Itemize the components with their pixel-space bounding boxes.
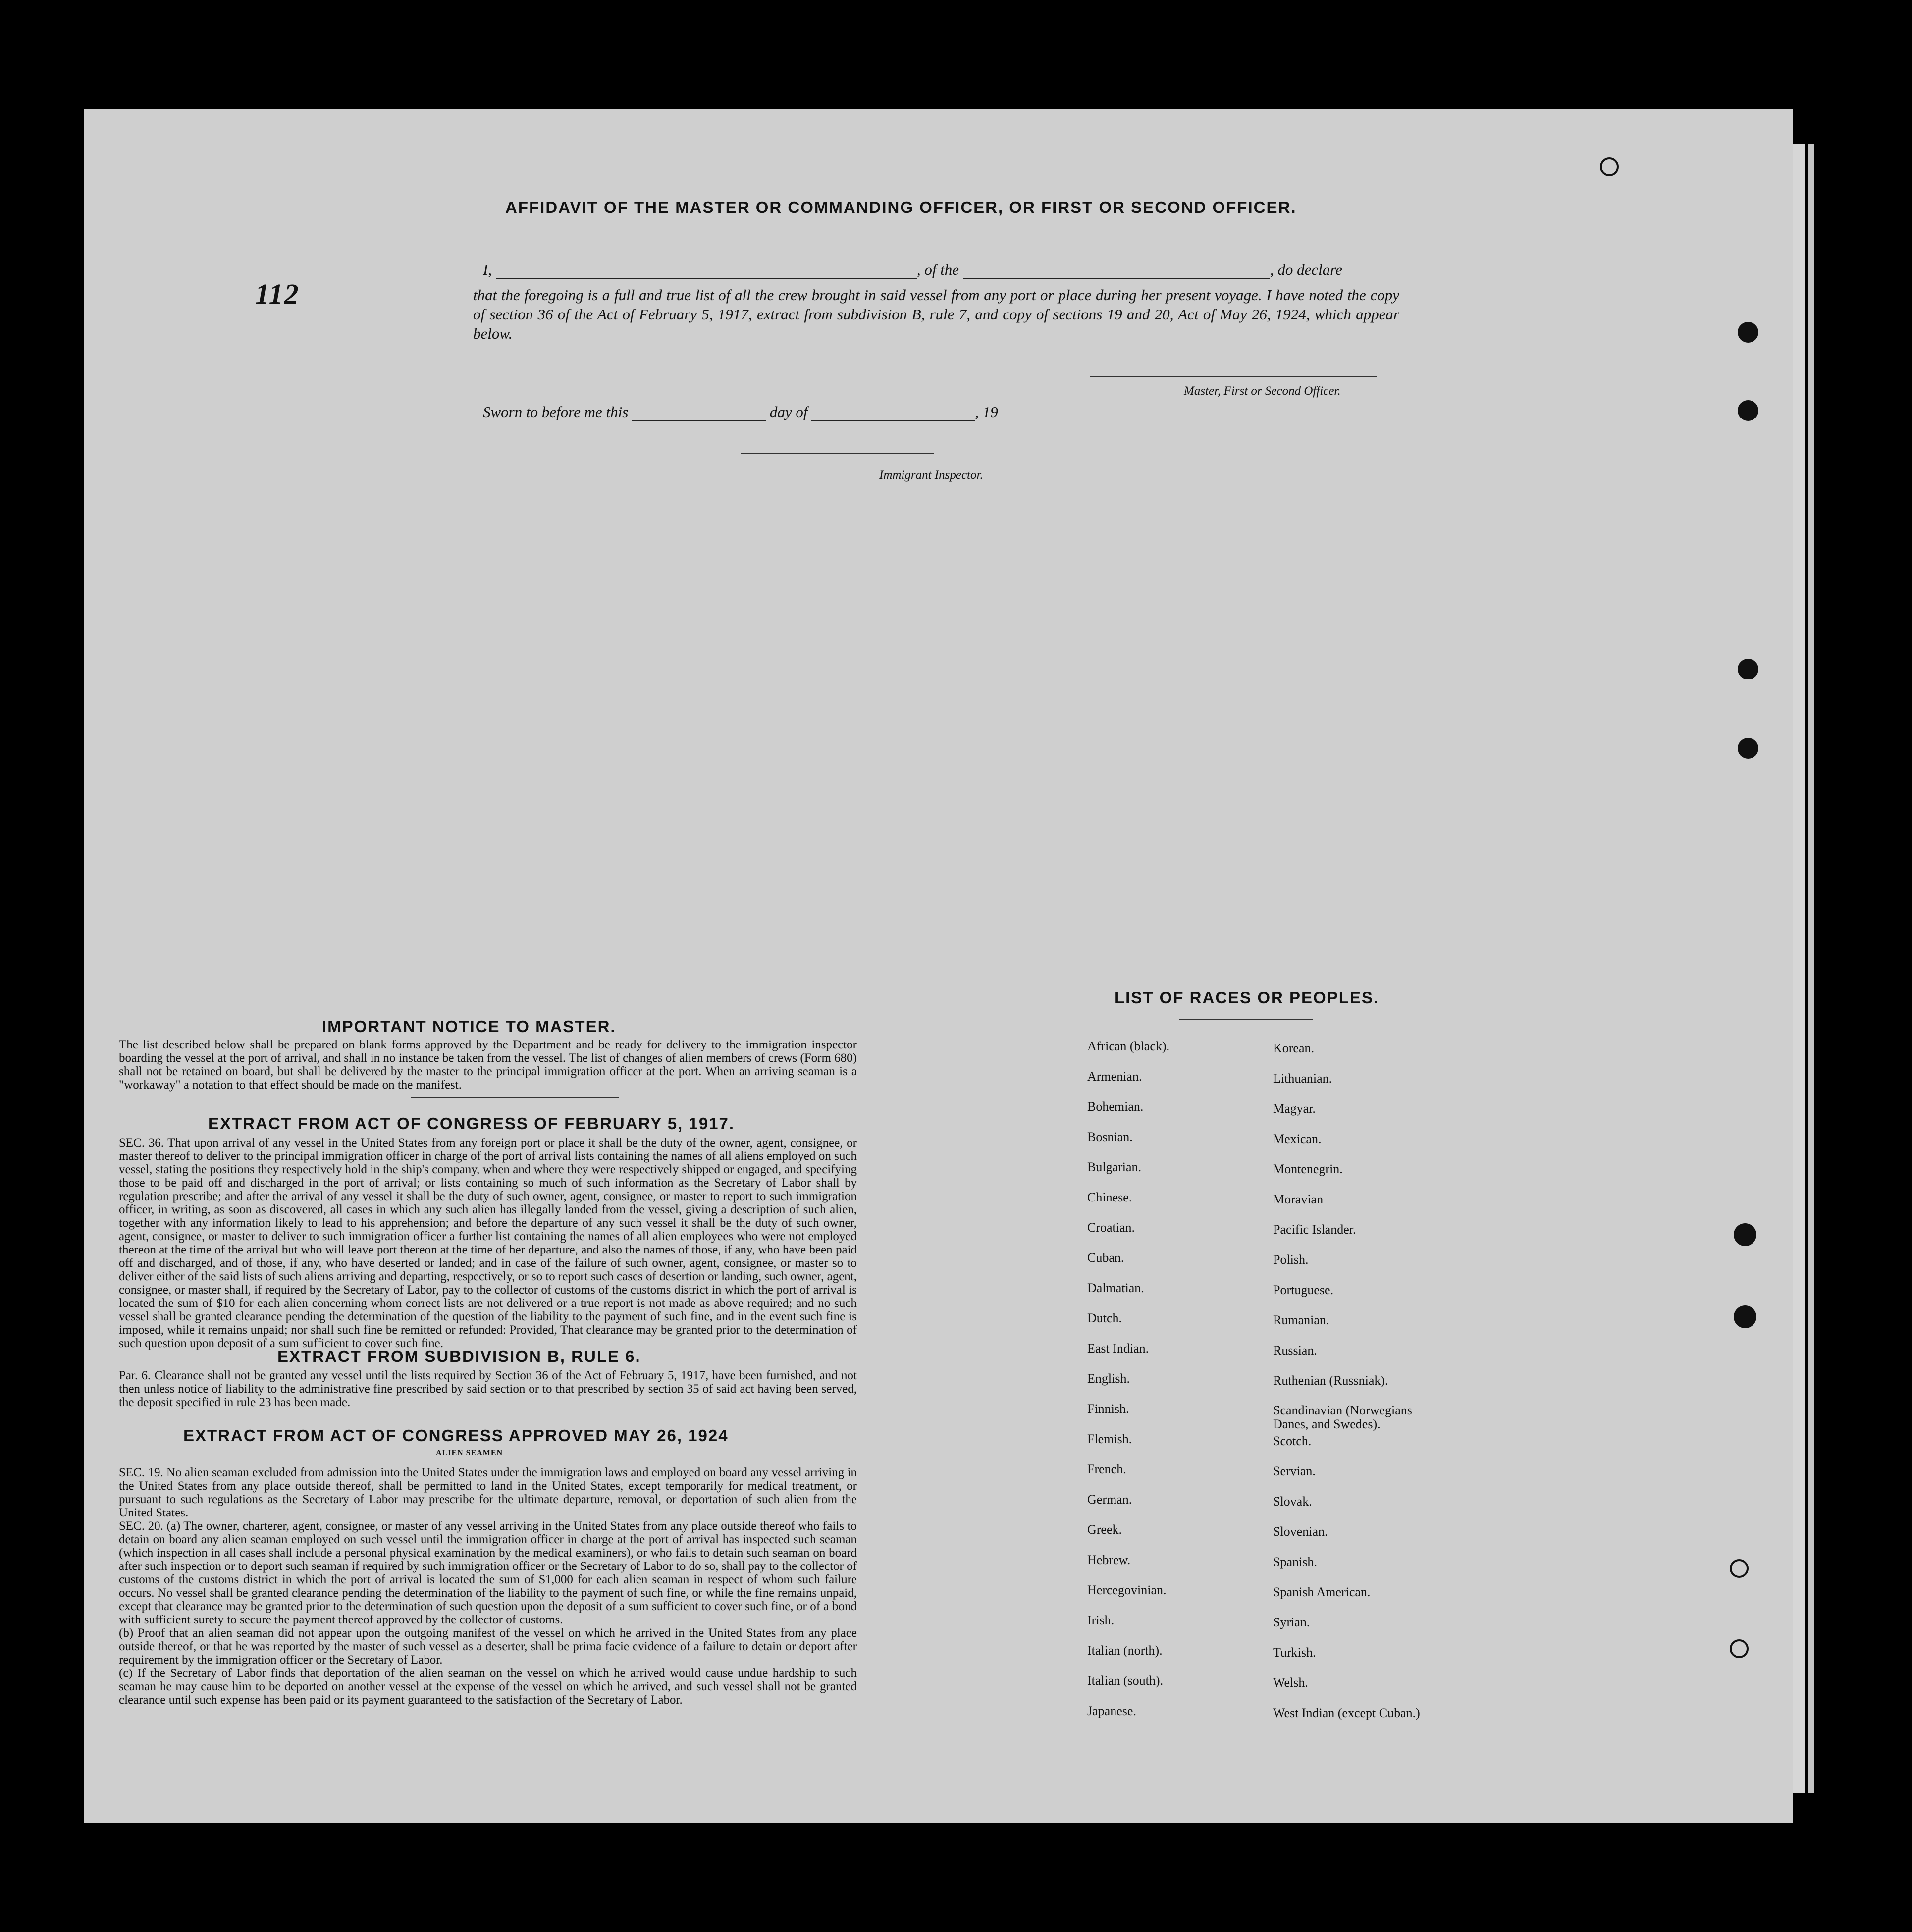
punch-hole [1734, 1305, 1756, 1328]
sworn-line [483, 402, 998, 421]
race-item: Portuguese. [1273, 1283, 1334, 1297]
race-item: Slovenian. [1273, 1524, 1328, 1539]
race-item: Bohemian. [1087, 1099, 1144, 1114]
race-item: Armenian. [1087, 1069, 1142, 1084]
inspector-signature-line[interactable] [741, 453, 934, 454]
affidavit-i-label: I, [483, 261, 492, 278]
race-item: Moravian [1273, 1192, 1324, 1206]
punch-hole [1738, 659, 1758, 679]
race-item: Slovak. [1273, 1494, 1312, 1509]
race-item: Bulgarian. [1087, 1160, 1142, 1174]
race-item: Magyar. [1273, 1101, 1316, 1116]
race-item: Hercegovinian. [1087, 1583, 1167, 1597]
race-item: Russian. [1273, 1343, 1317, 1358]
extract-rule6-title: EXTRACT FROM SUBDIVISION B, RULE 6. [277, 1347, 641, 1365]
punch-hole [1738, 322, 1758, 343]
affidavit-of-the-label: , of the [916, 261, 959, 278]
race-item: Croatian. [1087, 1220, 1135, 1235]
affidavit-do-declare-label: , do declare [1270, 261, 1342, 278]
race-item: Flemish. [1087, 1432, 1132, 1446]
race-item: Spanish American. [1273, 1585, 1371, 1599]
extract-1924-sec20a: SEC. 20. (a) The owner, charterer, agent, consignee, or master of any vessel arriving in the United States from any place outside thereof who fails to detain on board any alien seaman employed on such vessel until the immigration officer in charge at the port of arrival has inspected such seaman (which inspection in all cases shall include a personal physical examination by the medical examiners), or who fails to detain such seaman on board after such inspection or to deport such seaman if required by such immigration officer or the Secretary of Labor to do so, shall pay to the collector of customs of the customs district in which the port of arrival is located the sum of $1,000 for each alien seaman in respect of whom such failure occurs. No vessel shall be granted clearance pending the determination of the liability to the payment of such fine, or while the fine remains unpaid, except that clearance may be granted prior to the determination of such question upon the deposit of a sum sufficient to cover such fine, or of a bond with sufficient surety to secure the payment thereof approved by the collector of customs. [119, 1519, 857, 1626]
affidavit-declaration-line [483, 260, 1342, 279]
race-item: English. [1087, 1371, 1130, 1386]
race-item: Montenegrin. [1273, 1162, 1343, 1176]
race-item: Dutch. [1087, 1311, 1122, 1325]
race-item: Scotch. [1273, 1434, 1312, 1448]
master-name-field[interactable] [496, 260, 917, 279]
sworn-day-of-label: day of [769, 403, 808, 420]
race-item: Lithuanian. [1273, 1071, 1332, 1086]
race-item: Japanese. [1087, 1704, 1136, 1718]
sworn-month-field[interactable] [811, 402, 975, 421]
race-item: Pacific Islander. [1273, 1222, 1356, 1237]
punch-hole-ring [1600, 157, 1619, 176]
sworn-day-field[interactable] [632, 402, 766, 421]
master-signature-caption: Master, First or Second Officer. [1184, 384, 1341, 398]
extract-1924-subtitle: ALIEN SEAMEN [436, 1449, 503, 1457]
notice-body: The list described below shall be prepared on blank forms approved by the Department and be ready for delivery to the immigration inspector boarding the vessel at the port of arrival, and shall in no instance be taken from the vessel. The list of changes of alien members of crews (Form 680) shall not be retained on board, but shall be delivered by the master to the principal immigration officer at the port. When an arriving seaman is a "workaway" a notation to that effect should be made on the manifest. [119, 1038, 857, 1092]
extract-1917-title: EXTRACT FROM ACT OF CONGRESS OF FEBRUARY 5, 1917. [208, 1114, 735, 1133]
punch-hole [1738, 400, 1758, 421]
punch-hole [1738, 738, 1758, 759]
race-item: Ruthenian (Russniak). [1273, 1373, 1388, 1388]
race-item: Scandinavian (Norwegians Danes, and Swedes). [1273, 1403, 1412, 1431]
race-item: African (black). [1087, 1039, 1170, 1053]
page-edge [1808, 144, 1814, 1793]
page-number: 112 [255, 278, 300, 310]
affidavit-title: AFFIDAVIT OF THE MASTER OR COMMANDING OFFICER, OR FIRST OR SECOND OFFICER. [505, 198, 1297, 216]
races-divider [1179, 1019, 1313, 1020]
inspector-caption: Immigrant Inspector. [879, 469, 983, 482]
race-item: Mexican. [1273, 1132, 1322, 1146]
extract-rule6-body: Par. 6. Clearance shall not be granted any vessel until the lists required by Section 36 of the Act of February 5, 1917, have been furnished, and not then unless notice of liability to the administrative fine prescribed by said section or to that prescribed by section 35 of said act having been served, the deposit specified in rule 23 has been made. [119, 1369, 857, 1409]
race-item: Servian. [1273, 1464, 1316, 1478]
race-item: Cuban. [1087, 1251, 1124, 1265]
notice-divider [411, 1097, 619, 1098]
races-title: LIST OF RACES OR PEOPLES. [1115, 989, 1380, 1007]
extract-1924-title: EXTRACT FROM ACT OF CONGRESS APPROVED MAY 26, 1924 [183, 1426, 729, 1445]
notice-title: IMPORTANT NOTICE TO MASTER. [322, 1017, 616, 1036]
sworn-label: Sworn to before me this [483, 403, 629, 420]
page-edge [1793, 144, 1805, 1793]
race-item: Turkish. [1273, 1645, 1316, 1660]
affidavit-body: that the foregoing is a full and true list of all the crew brought in said vessel from any port or place during her present voyage. I have noted the copy of section 36 of the Act of February 5, 1917, extract from subdivision B, rule 7, and copy of sections 19 and 20, Act of May 26, 1924, which appear below. [473, 286, 1399, 342]
race-item: Korean. [1273, 1041, 1315, 1055]
race-item: Welsh. [1273, 1675, 1308, 1690]
race-item: East Indian. [1087, 1341, 1149, 1356]
race-item: West Indian (except Cuban.) [1273, 1706, 1420, 1720]
race-item: Syrian. [1273, 1615, 1310, 1629]
extract-1924-sec20c: (c) If the Secretary of Labor finds that deportation of the alien seaman on the vessel on which he arrived would cause undue hardship to such seaman he may cause him to be deported on another vessel at the expense of the vessel on which he arrived, and such vessel shall not be granted clearance until such expense has been paid or its payment guaranteed to the satisfaction of the Secretary of Labor. [119, 1667, 857, 1707]
race-item: Spanish. [1273, 1555, 1317, 1569]
vessel-name-field[interactable] [963, 260, 1270, 279]
race-item: Greek. [1087, 1522, 1122, 1537]
race-item: Italian (south). [1087, 1673, 1164, 1688]
extract-1917-body: SEC. 36. That upon arrival of any vessel in the United States from any foreign port or place it shall be the duty of the owner, agent, consignee, or master thereof to deliver to the principal immigration officer in charge of the port of arrival lists containing the names of all aliens employed on such vessel, stating the positions they respectively hold in the ship's company, when and where they were respectively shipped or engaged, and specifying those to be paid off and discharged in the port of arrival; or lists containing so much of such information as the Secretary of Labor shall by regulation prescribe; and after the arrival of any vessel it shall be the duty of such owner, agent, consignee, or master to report to such immigration officer, in writing, as soon as discovered, all cases in which any such alien has illegally landed from the vessel, giving a description of such alien, together with any information likely to lead to his apprehension; and before the departure of any such vessel it shall be the duty of such owner, agent, consignee, or master to deliver to such immigration officer a further list containing the names of all alien employees who were not employed thereon at the time of the arrival but who will leave port thereon at the time of her departure, and also the names of those, if any, who have been paid off and discharged, and of those, if any, who have deserted or landed; and in case of the failure of such owner, agent, consignee, or master so to deliver either of the said lists of such aliens arriving and departing, respectively, or so to report such cases of desertion or landing, such owner, agent, consignee, or master shall, if required by the Secretary of Labor, pay to the collector of customs of the customs district in which the port of arrival is located the sum of $10 for each alien concerning whom correct lists are not delivered or a true report is not made as above required; and no such vessel shall be granted clearance pending the determination of the question of the liability to the payment of such fine, and in the event such fine is imposed, while it remains unpaid; nor shall such fine be remitted or refunded: Provided, That clearance may be granted prior to the determination of such question upon deposit of a sum sufficient to cover such fine. [119, 1136, 857, 1350]
punch-hole-ring [1730, 1639, 1749, 1658]
race-item: Hebrew. [1087, 1553, 1131, 1567]
race-item: Chinese. [1087, 1190, 1132, 1204]
sworn-year-label: , 19 [975, 403, 998, 420]
race-item: Irish. [1087, 1613, 1115, 1627]
race-item: Rumanian. [1273, 1313, 1329, 1327]
race-item: Italian (north). [1087, 1643, 1163, 1658]
extract-1924-sec20b: (b) Proof that an alien seaman did not appear upon the outgoing manifest of the vessel on which he arrived in the United States from any place outside thereof, or that he was reported by the master of such vessel as a deserter, shall be prima facie evidence of a failure to detain or deport after requirement by the immigration officer or the Secretary of Labor. [119, 1626, 857, 1667]
master-signature-line[interactable] [1090, 376, 1377, 377]
race-item: Bosnian. [1087, 1130, 1133, 1144]
race-item: French. [1087, 1462, 1126, 1476]
race-item: Dalmatian. [1087, 1281, 1144, 1295]
race-item: Finnish. [1087, 1402, 1129, 1416]
race-item: German. [1087, 1492, 1132, 1507]
punch-hole [1734, 1223, 1756, 1246]
races-left-column [1087, 1039, 1251, 1734]
extract-1924-sections [119, 1466, 857, 1707]
race-item: Polish. [1273, 1253, 1309, 1267]
races-right-column [1273, 1041, 1481, 1736]
extract-1924-sec19: SEC. 19. No alien seaman excluded from admission into the United States under the immigration laws and employed on board any vessel arriving in the United States from any place outside thereof, shall be permitted to land in the United States, except temporarily for medical treatment, or pursuant to such regulations as the Secretary of Labor may prescribe for the ultimate departure, removal, or deportation of such alien from the United States. [119, 1466, 857, 1519]
